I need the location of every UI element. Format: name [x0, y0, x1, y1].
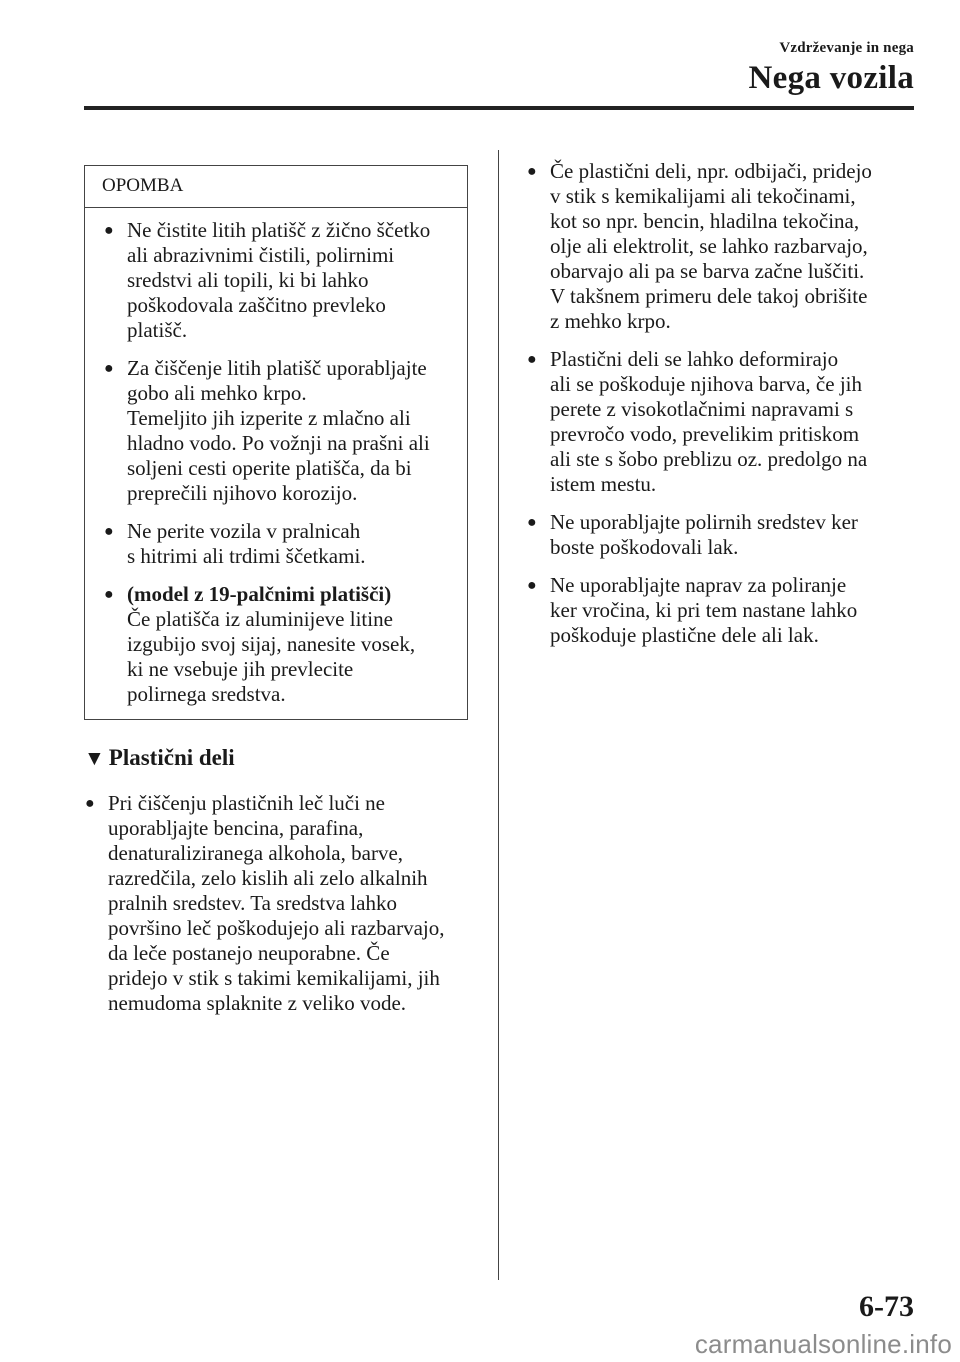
- bullet-icon: ●: [104, 586, 114, 603]
- bullet-text-line: Ne čistite litih platišč z žično ščetko: [127, 218, 431, 242]
- bullet-text-line: prevročo vodo, prevelikim pritiskom: [550, 422, 860, 446]
- column-divider: [498, 150, 499, 1280]
- bullet-text-line: nemudoma splaknite z veliko vode.: [108, 991, 407, 1015]
- bullet-icon: ●: [104, 360, 114, 377]
- page-title: Nega vozila: [748, 60, 914, 96]
- bullet-text-line: hladno vodo. Po vožnji na prašni ali: [127, 431, 430, 455]
- bullet-text-line: z mehko krpo.: [550, 309, 671, 333]
- bullet-text-line: ki ne vsebuje jih prevlecite: [127, 657, 354, 681]
- section-title-text: Plastični deli: [108, 745, 235, 770]
- bullet-item: [97, 218, 459, 343]
- bullet-text-line: denaturaliziranega alkohola, barve,: [108, 841, 404, 865]
- header-section-label: Vzdrževanje in nega: [779, 40, 914, 56]
- bullet-item: [520, 347, 920, 497]
- bullet-text-line: perete z visokotlačnimi napravami s: [550, 397, 854, 421]
- watermark-text: carmanualsonline.info: [694, 1329, 952, 1359]
- bullet-text-line: površino leč poškodujejo ali razbarvajo,: [108, 916, 445, 940]
- bullet-text-line: Če platišča iz aluminijeve litine: [127, 607, 393, 631]
- page-number: 6-73: [859, 1290, 914, 1323]
- bullet-item: [97, 519, 459, 569]
- bullet-text-line: gobo ali mehko krpo.: [127, 381, 307, 405]
- bullet-text-line: V takšnem primeru dele takoj obrišite: [550, 284, 868, 308]
- bullet-text-line: Če plastični deli, npr. odbijači, pridejo: [550, 159, 872, 183]
- bullet-text-line: izgubijo svoj sijaj, nanesite vosek,: [127, 632, 416, 656]
- bullet-text-line: obarvajo ali pa se barva začne luščiti.: [550, 259, 865, 283]
- bullet-text-line: kot so npr. bencin, hladilna tekočina,: [550, 209, 860, 233]
- bullet-icon: ●: [527, 163, 537, 180]
- header-rule: [84, 106, 914, 110]
- bullet-text-line: sredstvi ali topili, ki bi lahko: [127, 268, 369, 292]
- bullet-text-line: poškodovala zaščitno prevleko: [127, 293, 386, 317]
- note-body: [85, 208, 467, 707]
- bullet-text-line: pralnih sredstev. Ta sredstva lahko: [108, 891, 397, 915]
- bullet-item: [520, 573, 920, 648]
- bullet-text-line: boste poškodovali lak.: [550, 535, 739, 559]
- left-bullet-list: [78, 791, 478, 1029]
- bullet-text-line: Ne perite vozila v pralnicah: [127, 519, 361, 543]
- bullet-text-line: pridejo v stik s takimi kemikalijami, jih: [108, 966, 440, 990]
- bullet-text-line: Plastični deli se lahko deformirajo: [550, 347, 839, 371]
- bullet-text-line: ker vročina, ki pri tem nastane lahko: [550, 598, 858, 622]
- bullet-text-line: Pri čiščenju plastičnih leč luči ne: [108, 791, 385, 815]
- bullet-heading: (model z 19-palčnimi platišči): [127, 582, 392, 606]
- bullet-text-line: Ne uporabljajte naprav za poliranje: [550, 573, 847, 597]
- bullet-text-line: soljeni cesti operite platišča, da bi: [127, 456, 412, 480]
- section-heading: [84, 745, 235, 771]
- bullet-text-line: Za čiščenje litih platišč uporabljajte: [127, 356, 427, 380]
- bullet-text-line: ali abrazivnimi čistili, polirnimi: [127, 243, 395, 267]
- bullet-text-line: s hitrimi ali trdimi ščetkami.: [127, 544, 366, 568]
- bullet-text-line: uporabljajte bencina, parafina,: [108, 816, 364, 840]
- bullet-icon: ●: [527, 577, 537, 594]
- bullet-text-line: olje ali elektrolit, se lahko razbarvajo,: [550, 234, 868, 258]
- bullet-icon: ●: [527, 514, 537, 531]
- bullet-icon: ●: [104, 222, 114, 239]
- bullet-text-line: da leče postanejo neuporabne. Če: [108, 941, 390, 965]
- bullet-icon: ●: [104, 523, 114, 540]
- bullet-text-line: istem mestu.: [550, 472, 657, 496]
- bullet-text-line: ali ste s šobo preblizu oz. predolgo na: [550, 447, 868, 471]
- note-title: OPOMBA: [85, 166, 467, 208]
- bullet-text-line: ali se poškoduje njihova barva, če jih: [550, 372, 862, 396]
- bullet-text-line: v stik s kemikalijami ali tekočinami,: [550, 184, 856, 208]
- bullet-item: [97, 356, 459, 506]
- bullet-text-line: razredčila, zelo kislih ali zelo alkalnih: [108, 866, 428, 890]
- bullet-item: [97, 582, 459, 707]
- triangle-marker-icon: ▼: [84, 746, 105, 770]
- bullet-icon: ●: [85, 795, 95, 812]
- bullet-text-line: Temeljito jih izperite z mlačno ali: [127, 406, 411, 430]
- bullet-text-line: platišč.: [127, 318, 188, 342]
- bullet-text-line: preprečili njihovo korozijo.: [127, 481, 358, 505]
- right-bullet-list: [520, 159, 920, 661]
- note-box: [84, 165, 468, 720]
- bullet-item: [520, 159, 920, 334]
- bullet-text-line: polirnega sredstva.: [127, 682, 286, 706]
- bullet-item: [78, 791, 478, 1016]
- bullet-item: [520, 510, 920, 560]
- bullet-text-line: poškoduje plastične dele ali lak.: [550, 623, 819, 647]
- bullet-icon: ●: [527, 351, 537, 368]
- bullet-text-line: Ne uporabljajte polirnih sredstev ker: [550, 510, 858, 534]
